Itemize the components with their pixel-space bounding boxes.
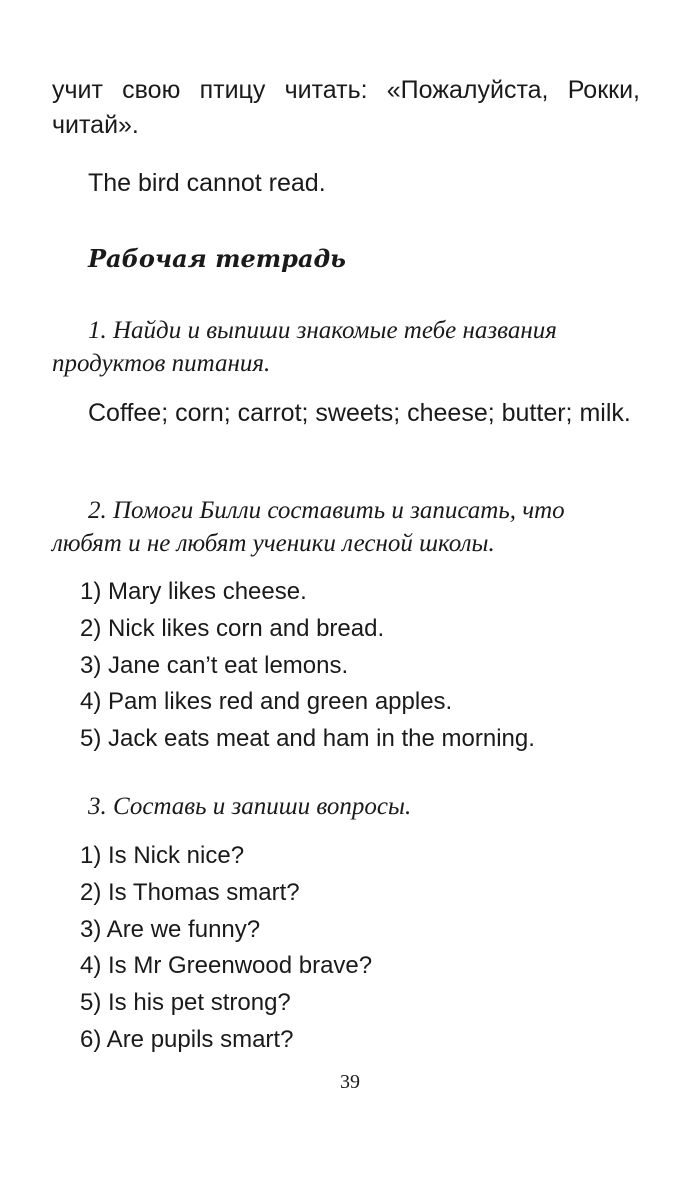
list-item: 4) Is Mr Greenwood brave? (80, 952, 373, 980)
list-item: 3) Are we funny? (80, 915, 261, 943)
list-item: 2) Nick likes corn and bread. (80, 614, 385, 642)
intro-answer: The bird cannot read. (88, 169, 326, 197)
list-item: 3) Jane can’t eat lemons. (80, 651, 349, 679)
list-item: 5) Jack eats meat and ham in the morning. (80, 725, 535, 753)
section-title: Рабочая тетрадь (88, 244, 347, 273)
task-3-answer-list (80, 838, 372, 1059)
list-item: 1) Mary likes cheese. (80, 578, 307, 605)
task-1-answer: Coffee; corn; carrot; sweets; cheese; butter; milk. (88, 399, 631, 427)
list-item: 4) Pam likes red and green apples. (80, 688, 453, 716)
task-2-prompt: 2. Помоги Билли составить и записать, что любят и не любят ученики лесной школы. (52, 497, 565, 557)
task-1-prompt: 1. Найди и выпиши знакомые тебе названия продуктов питания. (52, 317, 557, 377)
intro-paragraph: учит свою птицу читать: «Пожалуйста, Рокки, читай». (52, 76, 640, 139)
list-item: 2) Is Thomas smart? (80, 878, 300, 906)
task-2-answer-list (80, 574, 535, 758)
list-item: 5) Is his pet strong? (80, 989, 291, 1017)
task-3-prompt: 3. Составь и запиши вопросы. (88, 793, 412, 820)
page-number: 39 (340, 1071, 360, 1093)
list-item: 1) Is Nick nice? (80, 842, 245, 869)
list-item: 6) Are pupils smart? (80, 1025, 294, 1053)
